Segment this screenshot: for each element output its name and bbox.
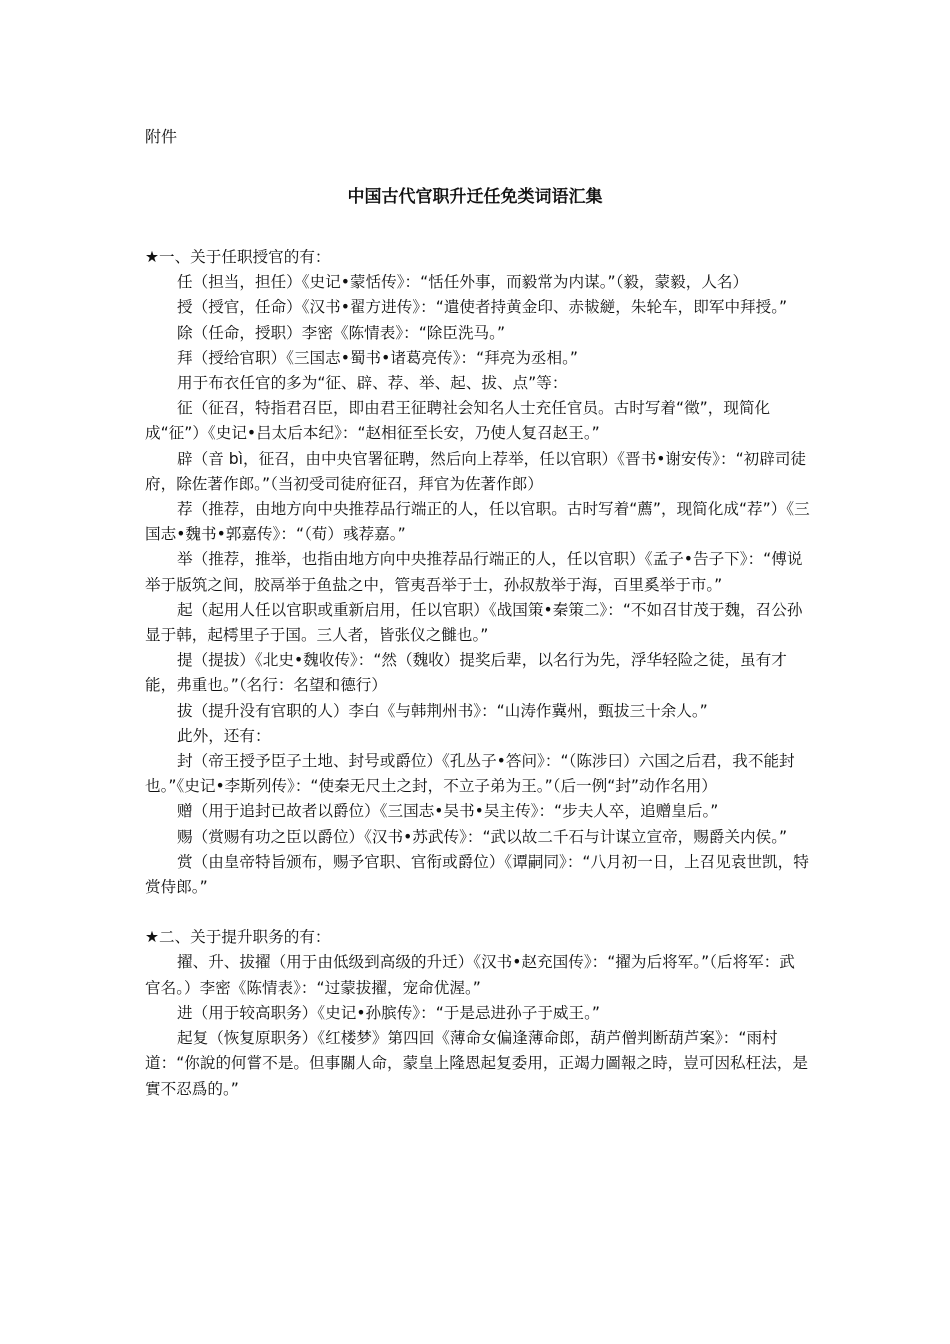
paragraph: 举（推荐，推举，也指由地方向中央推荐品行端正的人，任以官职）《孟子•告子下》：“傅说举于版筑之间，胶鬲举于鱼盐之中，管夷吾举于士，孙叔敖举于海，百里奚举于市。” (145, 550, 803, 594)
paragraph: 擢、升、拔擢（用于由低级到高级的升迁）《汉书•赵充国传》：“擢为后将军。”（后将军：武官名。）李密《陈情表》：“过蒙拔擢，宠命优渥。” (145, 953, 795, 997)
paragraph: 封（帝王授予臣子土地、封号或爵位）《孔丛子•答问》：“（陈涉曰）六国之后君，我不能封也。”《史记•李斯列传》：“使秦无尺土之封，不立子弟为王。”（后一例“封”动作名用） (145, 752, 795, 796)
paragraph: 授（授官，任命）《汉书•翟方进传》：“遣使者持黄金印、赤韨縌，朱轮车，即军中拜授。” (177, 298, 788, 317)
paragraph: 进（用于较高职务）《史记•孙膑传》：“于是忌进孙子于威王。” (177, 1003, 600, 1022)
page-title: 中国古代官职升迁任免类词语汇集 (347, 187, 603, 207)
paragraph: 拜（授给官职）《三国志•蜀书•诸葛亮传》：“拜亮为丞相。” (177, 348, 578, 367)
attachment-label: 附件 (145, 127, 178, 146)
paragraph: 赏（由皇帝特旨颁布，赐予官职、官衔或爵位）《谭嗣同》：“八月初一日，上召见袁世凯，特赏侍郎。” (145, 852, 809, 897)
paragraph: 荐（推荐，由地方向中央推荐品行端正的人，任以官职。古时写着“薦”，现简化成“荐”）《三国志•魏书•郭嘉传》：“（荀）彧荐嘉。” (145, 500, 810, 544)
paragraph: 赐（赏赐有功之臣以爵位）《汉书•苏武传》：“武以故二千石与计谋立宣帝，赐爵关内侯。” (177, 827, 788, 846)
paragraph: 拔（提升没有官职的人）李白《与韩荆州书》：“山涛作冀州，甄拔三十余人。” (177, 701, 708, 720)
document-body (145, 245, 810, 1102)
paragraph: 任（担当，担任）《史记•蒙恬传》：“恬任外事，而毅常为内谋。”（毅，蒙毅，人名） (177, 273, 749, 292)
paragraph: 除（任命，授职）李密《陈情表》：“除臣洗马。” (177, 323, 506, 342)
paragraph: 用于布衣任官的多为“征、辟、荐、举、起、拔、点”等： (177, 374, 568, 393)
paragraph: 起复（恢复原职务）《红楼梦》第四回《薄命女偏逢薄命郎，葫芦僧判断葫芦案》：“雨村道：“你說的何嘗不是。但事關人命，蒙皇上隆恩起复委用，正竭力圖報之時，豈可因私枉法，是實不忍爲的。” (145, 1029, 809, 1098)
paragraph: 此外，还有： (177, 726, 271, 745)
section-heading: ★二、关于提升职务的有： (145, 928, 331, 947)
paragraph: 提（提拔）《北史•魏收传》：“然（魏收）提奖后辈，以名行为先，浮华轻险之徒，虽有才能，弗重也。”（名行：名望和德行） (145, 651, 787, 695)
paragraph: 起（起用人任以官职或重新启用，任以官职）《战国策•秦策二》：“不如召甘茂于魏，召公孙显于韩，起樗里子于国。三人者，皆张仪之雠也。” (145, 600, 803, 645)
paragraph: 赠（用于追封已故者以爵位）《三国志•吴书•吴主传》：“步夫人卒，追赠皇后。” (177, 802, 719, 821)
paragraph: 辟（音 bì，征召，由中央官署征聘，然后向上荐举，任以官职）《晋书•谢安传》：“初辟司徒府，除佐著作郎。”（当初受司徒府征召，拜官为佐著作郎） (145, 449, 807, 493)
section-heading: ★一、关于任职授官的有： (145, 248, 331, 266)
paragraph: 征（征召，特指君召臣，即由君王征聘社会知名人士充任官员。古时写着“徵”，现简化成“征”）《史记•吕太后本纪》：“赵相征至长安，乃使人复召赵王。” (145, 399, 771, 443)
